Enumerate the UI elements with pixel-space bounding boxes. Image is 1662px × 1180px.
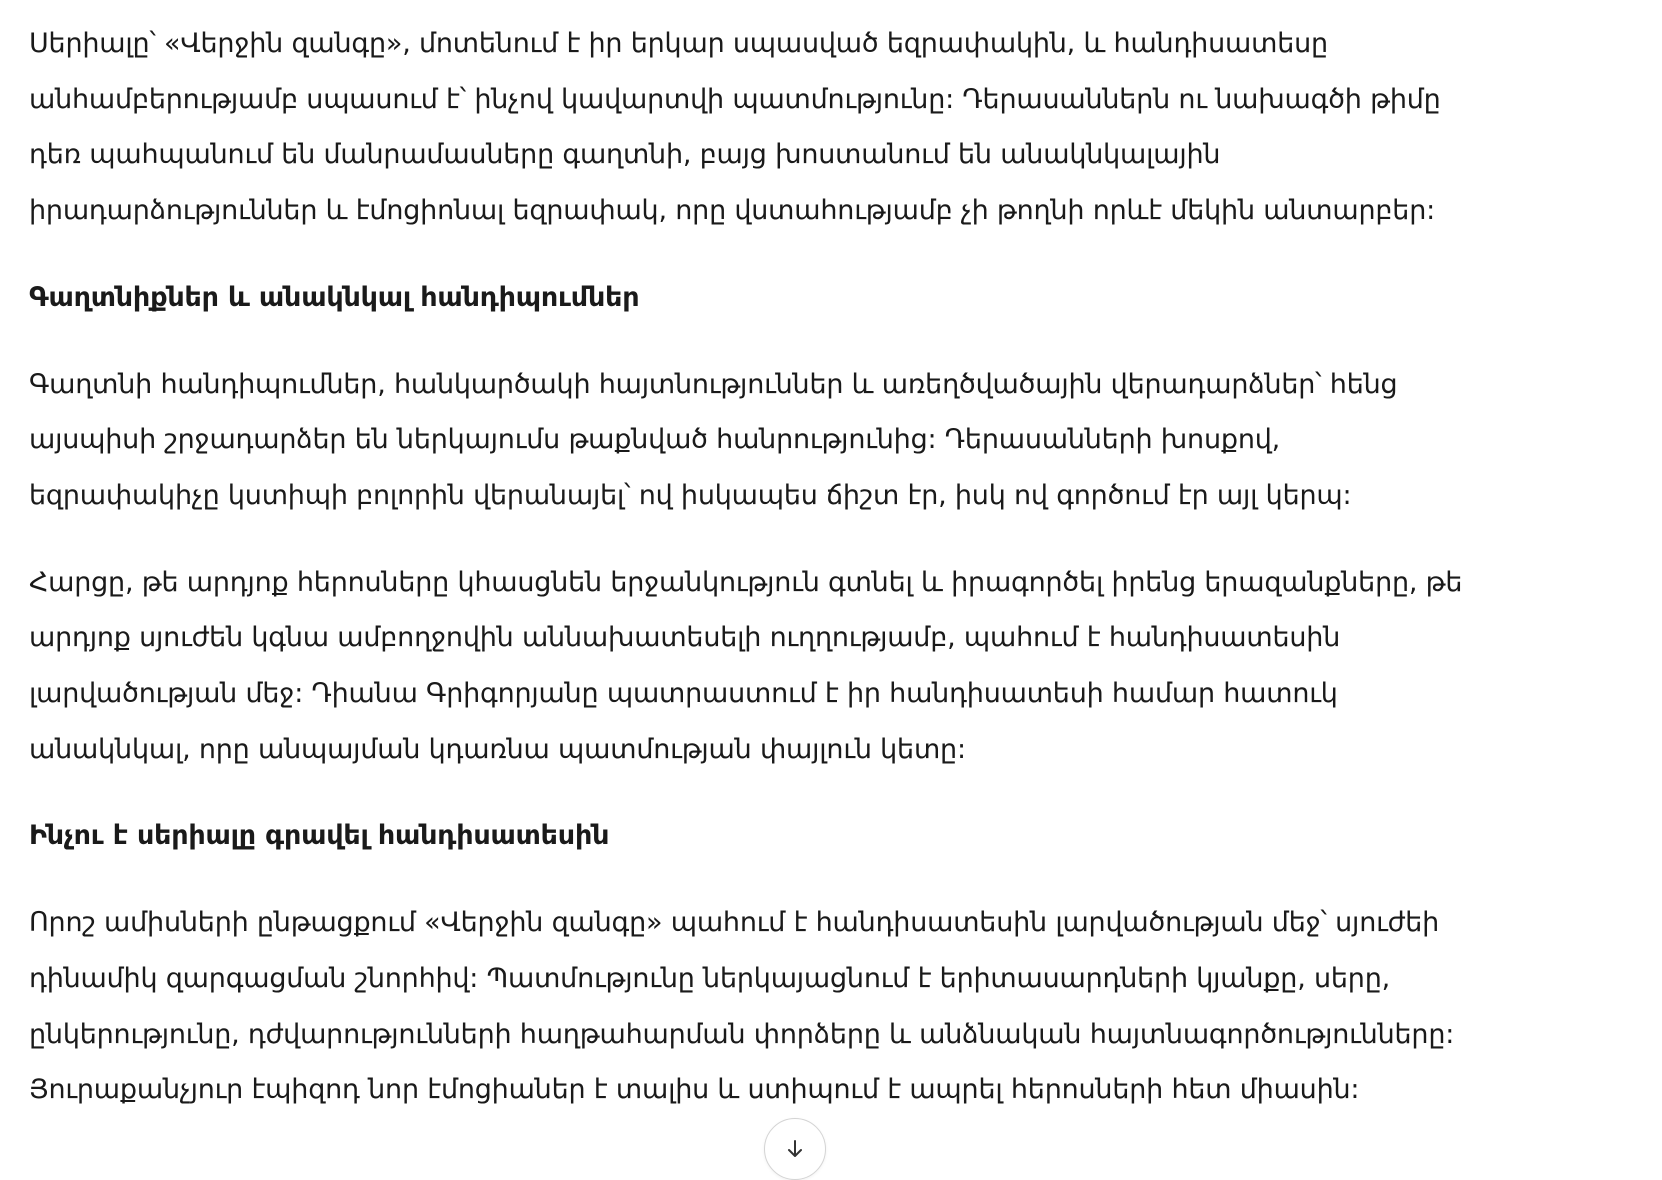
section-heading-why: Ինչու է սերիալը գրավել հանդիսատեսին — [29, 820, 610, 852]
section-heading-secrets: Գաղտնիքներ և անակնկալ հանդիպումներ — [29, 281, 640, 313]
text-line: Յուրաքանչյուր էպիզոդ նոր էմոցիաներ է տալիս և ստիպում է ապրել հերոսների հետ միասին: — [29, 1074, 1360, 1106]
text-line: Գաղտնի հանդիպումներ, հանկարծակի հայտնություններ և առեղծվածային վերադարձներ՝ հենց — [29, 368, 1398, 400]
text-line: Հարցը, թե արդյոք հերոսները կհասցնեն երջանկություն գտնել և իրագործել իրենց երազանքները, թե — [29, 566, 1463, 598]
text-line: անակնկալ, որը անպայման կդառնա պատմության փայլուն կետը: — [29, 733, 966, 765]
text-line: եզրափակիչը կստիպի բոլորին վերանայել՝ ով իսկապես ճիշտ էր, իսկ ով գործում էր այլ կերպ: — [29, 479, 1352, 511]
text-line: դինամիկ զարգացման շնորհիվ: Պատմությունը ներկայացնում է երիտասարդների կյանքը, սերը, — [29, 962, 1390, 994]
arrow-down-icon — [783, 1137, 807, 1161]
text-line: դեռ պահպանում են մանրամասները գաղտնի, բայց խոստանում են անակնկալային — [29, 139, 1221, 171]
paragraph-secrets — [29, 357, 1629, 524]
paragraph-question — [29, 555, 1629, 778]
paragraph-why — [29, 895, 1629, 1118]
text-line: այսպիսի շրջադարձեր են ներկայումս թաքնված հանրությունից: Դերասանների խոսքով, — [29, 424, 1281, 456]
text-line: Սերիալը՝ «Վերջին զանգը», մոտենում է իր երկար սպասված եզրափակին, և հանդիսատեսը — [29, 28, 1328, 59]
paragraph-intro — [29, 16, 1629, 239]
text-line: անհամբերությամբ սպասում է՝ ինչով կավարտվի պատմությունը: Դերասաններն ու նախագծի թիմը — [29, 83, 1441, 115]
scroll-down-button[interactable] — [764, 1118, 826, 1180]
text-line: ընկերությունը, դժվարությունների հաղթահարման փորձերը և անձնական հայտնագործությունները: — [29, 1018, 1455, 1050]
text-line: Որոշ ամիսների ընթացքում «Վերջին զանգը» պահում է հանդիսատեսին լարվածության մեջ՝ սյուժեի — [29, 907, 1440, 939]
text-line: լարվածության մեջ: Դիանա Գրիգորյանը պատրաստում է իր հանդիսատեսի համար հատուկ — [29, 678, 1338, 710]
text-line: արդյոք սյուժեն կգնա ամբողջովին աննախատեսելի ուղղությամբ, պահում է հանդիսատեսին — [29, 622, 1341, 654]
article-body — [29, 16, 1629, 1118]
text-line: իրադարձություններ և էմոցիոնալ եզրափակ, որը վստահությամբ չի թողնի որևէ մեկին անտարբեր: — [29, 195, 1435, 227]
